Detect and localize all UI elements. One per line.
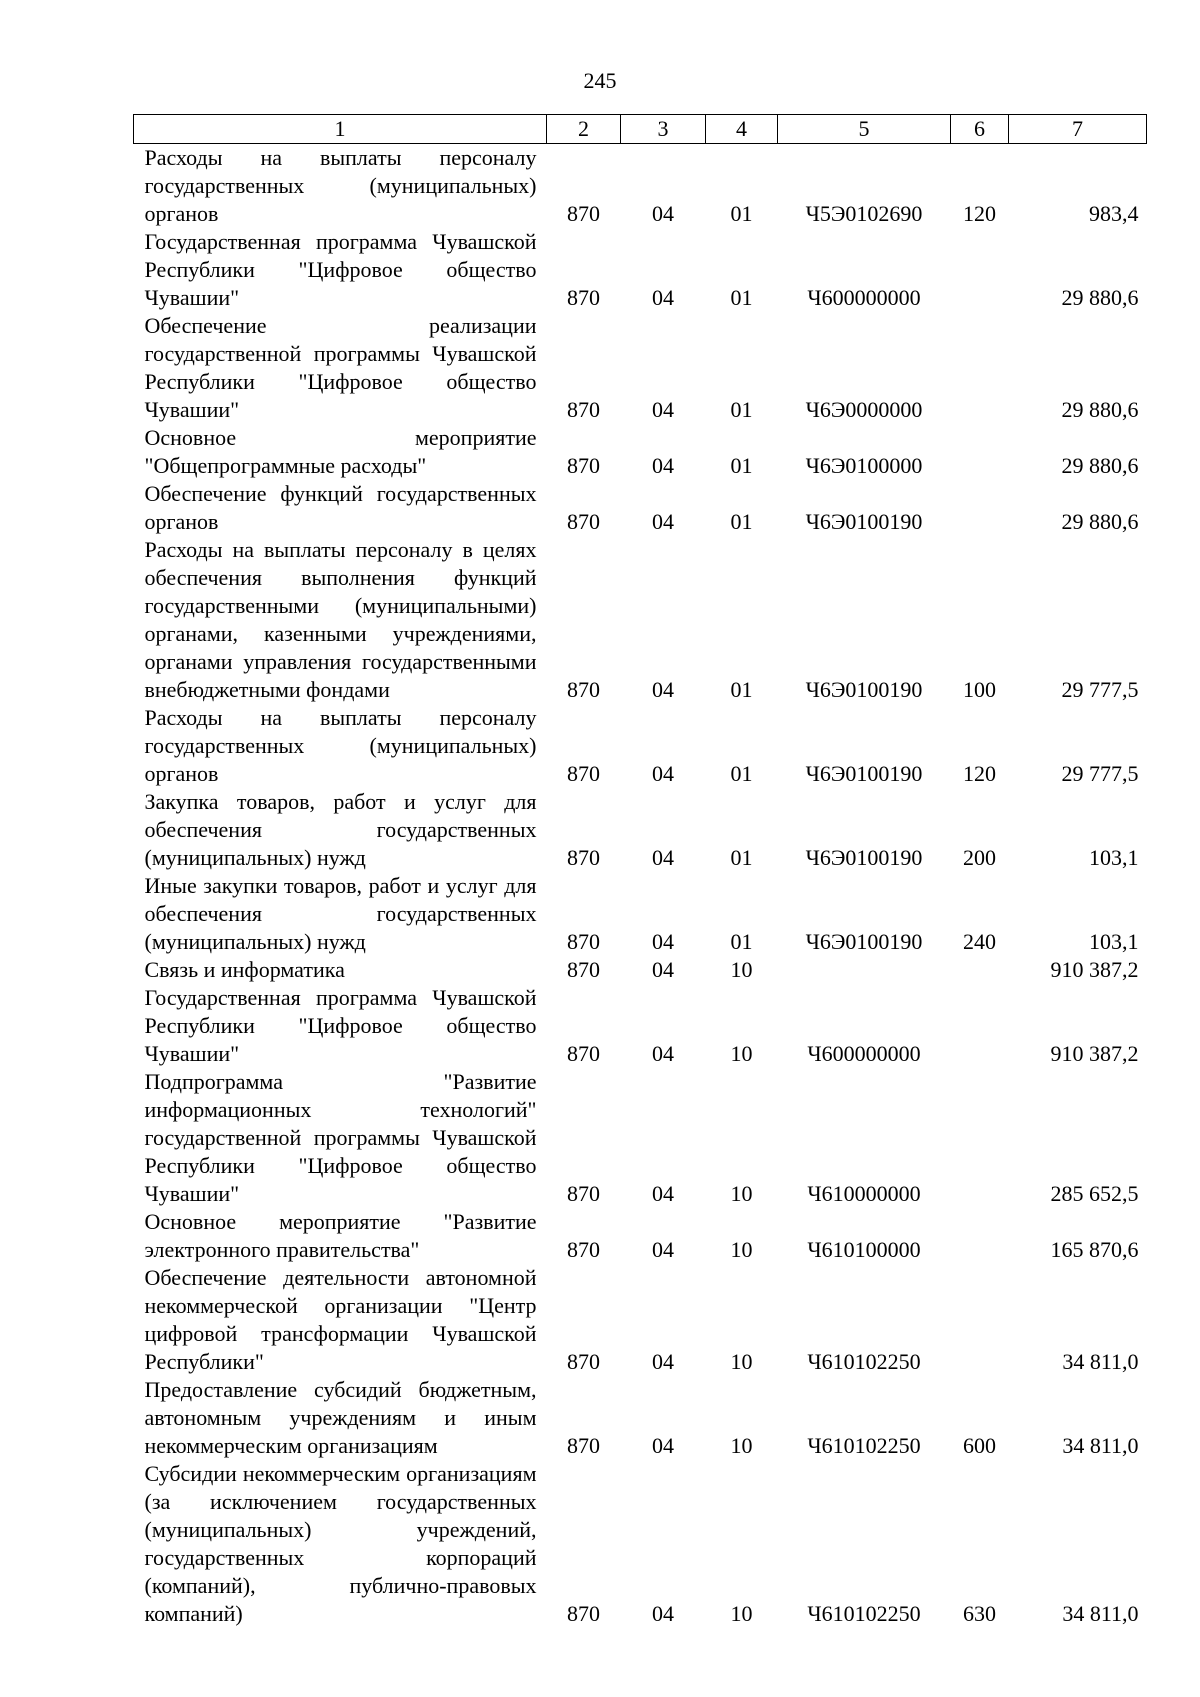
cell-section-code: 04 bbox=[652, 285, 674, 310]
cell-target-article-code: Ч6Э0100190 bbox=[805, 761, 923, 786]
cell-expense-type-code bbox=[951, 228, 1009, 312]
cell-amount: 165 870,6 bbox=[1050, 1237, 1139, 1262]
cell-section-code: 04 bbox=[652, 845, 674, 870]
table-row bbox=[134, 1376, 1147, 1460]
table-row bbox=[134, 1068, 1147, 1208]
cell-ministry-code: 870 bbox=[567, 845, 600, 870]
table-row bbox=[134, 956, 1147, 984]
cell-amount: 34 811,0 bbox=[1062, 1433, 1139, 1458]
cell-amount: 29 880,6 bbox=[1061, 285, 1139, 310]
cell-expense-type-code bbox=[951, 480, 1009, 536]
cell-subsection-code: 10 bbox=[730, 1601, 753, 1626]
table-row bbox=[134, 704, 1147, 788]
cell-expense-type-code: 600 bbox=[963, 1433, 996, 1458]
row-description: Обеспечение деятельности автономной некоммерческой организации "Центр цифровой трансформации Чувашской Республики" bbox=[144, 1265, 537, 1374]
cell-subsection-code: 10 bbox=[730, 1433, 753, 1458]
cell-target-article-code: Ч610102250 bbox=[807, 1349, 921, 1374]
cell-ministry-code: 870 bbox=[567, 1433, 600, 1458]
table-row bbox=[134, 536, 1147, 704]
cell-subsection-code: 10 bbox=[730, 1041, 753, 1066]
page-number: 245 bbox=[583, 68, 617, 93]
column-header-2: 2 bbox=[547, 115, 621, 144]
cell-expense-type-code: 100 bbox=[963, 677, 996, 702]
column-header-1: 1 bbox=[134, 115, 547, 144]
table-row bbox=[134, 1208, 1147, 1264]
cell-expense-type-code: 630 bbox=[963, 1601, 996, 1626]
cell-target-article-code: Ч6Э0100190 bbox=[805, 929, 923, 954]
row-description: Иные закупки товаров, работ и услуг для обеспечения государственных (муниципальных) нужд bbox=[144, 873, 537, 954]
column-header-7: 7 bbox=[1009, 115, 1147, 144]
column-header-6: 6 bbox=[951, 115, 1009, 144]
table-row bbox=[134, 984, 1147, 1068]
cell-ministry-code: 870 bbox=[567, 761, 600, 786]
cell-subsection-code: 10 bbox=[730, 1237, 753, 1262]
cell-subsection-code: 01 bbox=[730, 201, 753, 226]
cell-target-article-code: Ч6Э0100000 bbox=[805, 453, 923, 478]
table-row bbox=[134, 424, 1147, 480]
row-description: Обеспечение функций государственных органов bbox=[144, 481, 537, 534]
cell-section-code: 04 bbox=[652, 201, 674, 226]
cell-target-article-code: Ч6Э0100190 bbox=[805, 509, 923, 534]
cell-subsection-code: 10 bbox=[730, 1181, 753, 1206]
table-row bbox=[134, 788, 1147, 872]
cell-ministry-code: 870 bbox=[567, 453, 600, 478]
column-header-5: 5 bbox=[778, 115, 951, 144]
cell-expense-type-code: 120 bbox=[963, 201, 996, 226]
cell-section-code: 04 bbox=[652, 761, 674, 786]
cell-target-article-code: Ч610000000 bbox=[807, 1181, 921, 1206]
cell-section-code: 04 bbox=[652, 1601, 674, 1626]
cell-ministry-code: 870 bbox=[567, 285, 600, 310]
cell-section-code: 04 bbox=[652, 397, 674, 422]
cell-target-article-code: Ч600000000 bbox=[807, 285, 921, 310]
cell-subsection-code: 01 bbox=[730, 761, 753, 786]
cell-amount: 983,4 bbox=[1089, 201, 1139, 226]
table-row bbox=[134, 1460, 1147, 1628]
cell-expense-type-code: 120 bbox=[963, 761, 996, 786]
cell-ministry-code: 870 bbox=[567, 677, 600, 702]
cell-section-code: 04 bbox=[652, 1041, 674, 1066]
cell-expense-type-code bbox=[951, 984, 1009, 1068]
cell-section-code: 04 bbox=[652, 1237, 674, 1262]
cell-ministry-code: 870 bbox=[567, 1041, 600, 1066]
cell-expense-type-code bbox=[951, 1068, 1009, 1208]
row-description: Закупка товаров, работ и услуг для обеспечения государственных (муниципальных) нужд bbox=[144, 789, 537, 870]
cell-subsection-code: 01 bbox=[730, 453, 753, 478]
table-header bbox=[134, 115, 1147, 144]
cell-section-code: 04 bbox=[652, 957, 674, 982]
row-description: Подпрограмма "Развитие информационных технологий" государственной программы Чувашской Республики "Цифровое общество Чувашии" bbox=[144, 1069, 537, 1206]
row-description: Предоставление субсидий бюджетным, автономным учреждениям и иным некоммерческим организациям bbox=[144, 1377, 537, 1458]
cell-section-code: 04 bbox=[652, 453, 674, 478]
cell-section-code: 04 bbox=[652, 1433, 674, 1458]
cell-ministry-code: 870 bbox=[567, 957, 600, 982]
cell-subsection-code: 01 bbox=[730, 677, 753, 702]
cell-ministry-code: 870 bbox=[567, 1349, 600, 1374]
row-description: Субсидии некоммерческим организациям (за исключением государственных (муниципальных) учреждений, государственных корпораций (компаний), публично-правовых компаний) bbox=[144, 1461, 537, 1626]
cell-expense-type-code: 200 bbox=[963, 845, 996, 870]
column-header-3: 3 bbox=[621, 115, 706, 144]
table-row bbox=[134, 144, 1147, 229]
cell-amount: 29 777,5 bbox=[1061, 677, 1139, 702]
cell-target-article-code: Ч6Э0100190 bbox=[805, 677, 923, 702]
cell-amount: 103,1 bbox=[1089, 929, 1139, 954]
table-row bbox=[134, 1264, 1147, 1376]
cell-ministry-code: 870 bbox=[567, 1237, 600, 1262]
cell-target-article-code: Ч6Э0000000 bbox=[805, 397, 923, 422]
cell-subsection-code: 01 bbox=[730, 509, 753, 534]
cell-ministry-code: 870 bbox=[567, 1181, 600, 1206]
cell-ministry-code: 870 bbox=[567, 201, 600, 226]
column-header-4: 4 bbox=[706, 115, 778, 144]
cell-subsection-code: 10 bbox=[730, 1349, 753, 1374]
table-row bbox=[134, 872, 1147, 956]
cell-amount: 29 880,6 bbox=[1061, 509, 1139, 534]
row-description: Расходы на выплаты персоналу государственных (муниципальных) органов bbox=[144, 145, 537, 226]
cell-section-code: 04 bbox=[652, 1349, 674, 1374]
cell-amount: 29 880,6 bbox=[1061, 397, 1139, 422]
cell-target-article-code bbox=[778, 956, 951, 984]
table-row bbox=[134, 480, 1147, 536]
cell-expense-type-code bbox=[951, 312, 1009, 424]
cell-target-article-code: Ч5Э0102690 bbox=[805, 201, 923, 226]
cell-subsection-code: 01 bbox=[730, 929, 753, 954]
cell-section-code: 04 bbox=[652, 929, 674, 954]
cell-subsection-code: 01 bbox=[730, 397, 753, 422]
cell-ministry-code: 870 bbox=[567, 509, 600, 534]
cell-expense-type-code bbox=[951, 424, 1009, 480]
cell-amount: 34 811,0 bbox=[1062, 1349, 1139, 1374]
cell-amount: 29 880,6 bbox=[1061, 453, 1139, 478]
cell-expense-type-code bbox=[951, 1264, 1009, 1376]
cell-section-code: 04 bbox=[652, 677, 674, 702]
table-row bbox=[134, 228, 1147, 312]
row-description: Основное мероприятие "Развитие электронного правительства" bbox=[144, 1209, 537, 1262]
cell-subsection-code: 01 bbox=[730, 845, 753, 870]
cell-amount: 29 777,5 bbox=[1061, 761, 1139, 786]
row-description: Расходы на выплаты персоналу государственных (муниципальных) органов bbox=[144, 705, 537, 786]
row-description: Обеспечение реализации государственной программы Чувашской Республики "Цифровое общество Чувашии" bbox=[144, 313, 537, 422]
cell-ministry-code: 870 bbox=[567, 929, 600, 954]
cell-amount: 910 387,2 bbox=[1050, 1041, 1139, 1066]
cell-subsection-code: 01 bbox=[730, 285, 753, 310]
cell-target-article-code: Ч6Э0100190 bbox=[805, 845, 923, 870]
cell-subsection-code: 10 bbox=[730, 957, 753, 982]
cell-target-article-code: Ч600000000 bbox=[807, 1041, 921, 1066]
cell-section-code: 04 bbox=[652, 509, 674, 534]
cell-expense-type-code: 240 bbox=[963, 929, 996, 954]
cell-target-article-code: Ч610102250 bbox=[807, 1601, 921, 1626]
cell-ministry-code: 870 bbox=[567, 1601, 600, 1626]
row-description: Основное мероприятие "Общепрограммные расходы" bbox=[144, 425, 537, 478]
cell-amount: 34 811,0 bbox=[1062, 1601, 1139, 1626]
budget-table bbox=[133, 114, 1147, 1628]
cell-target-article-code: Ч610102250 bbox=[807, 1433, 921, 1458]
cell-amount: 910 387,2 bbox=[1050, 957, 1139, 982]
cell-section-code: 04 bbox=[652, 1181, 674, 1206]
row-description: Государственная программа Чувашской Республики "Цифровое общество Чувашии" bbox=[144, 985, 537, 1066]
cell-amount: 285 652,5 bbox=[1050, 1181, 1139, 1206]
cell-amount: 103,1 bbox=[1089, 845, 1139, 870]
cell-expense-type-code bbox=[951, 956, 1009, 984]
cell-ministry-code: 870 bbox=[567, 397, 600, 422]
row-description: Государственная программа Чувашской Республики "Цифровое общество Чувашии" bbox=[144, 229, 537, 310]
header-row bbox=[134, 115, 1147, 144]
row-description: Связь и информатика bbox=[144, 957, 345, 982]
row-description: Расходы на выплаты персоналу в целях обеспечения выполнения функций государственными (муниципальными) органами, казенными учреждениями, органами управления государственными внебюджетными фондами bbox=[144, 537, 537, 702]
table-row bbox=[134, 312, 1147, 424]
cell-expense-type-code bbox=[951, 1208, 1009, 1264]
table-body bbox=[134, 144, 1147, 1629]
cell-target-article-code: Ч610100000 bbox=[807, 1237, 921, 1262]
